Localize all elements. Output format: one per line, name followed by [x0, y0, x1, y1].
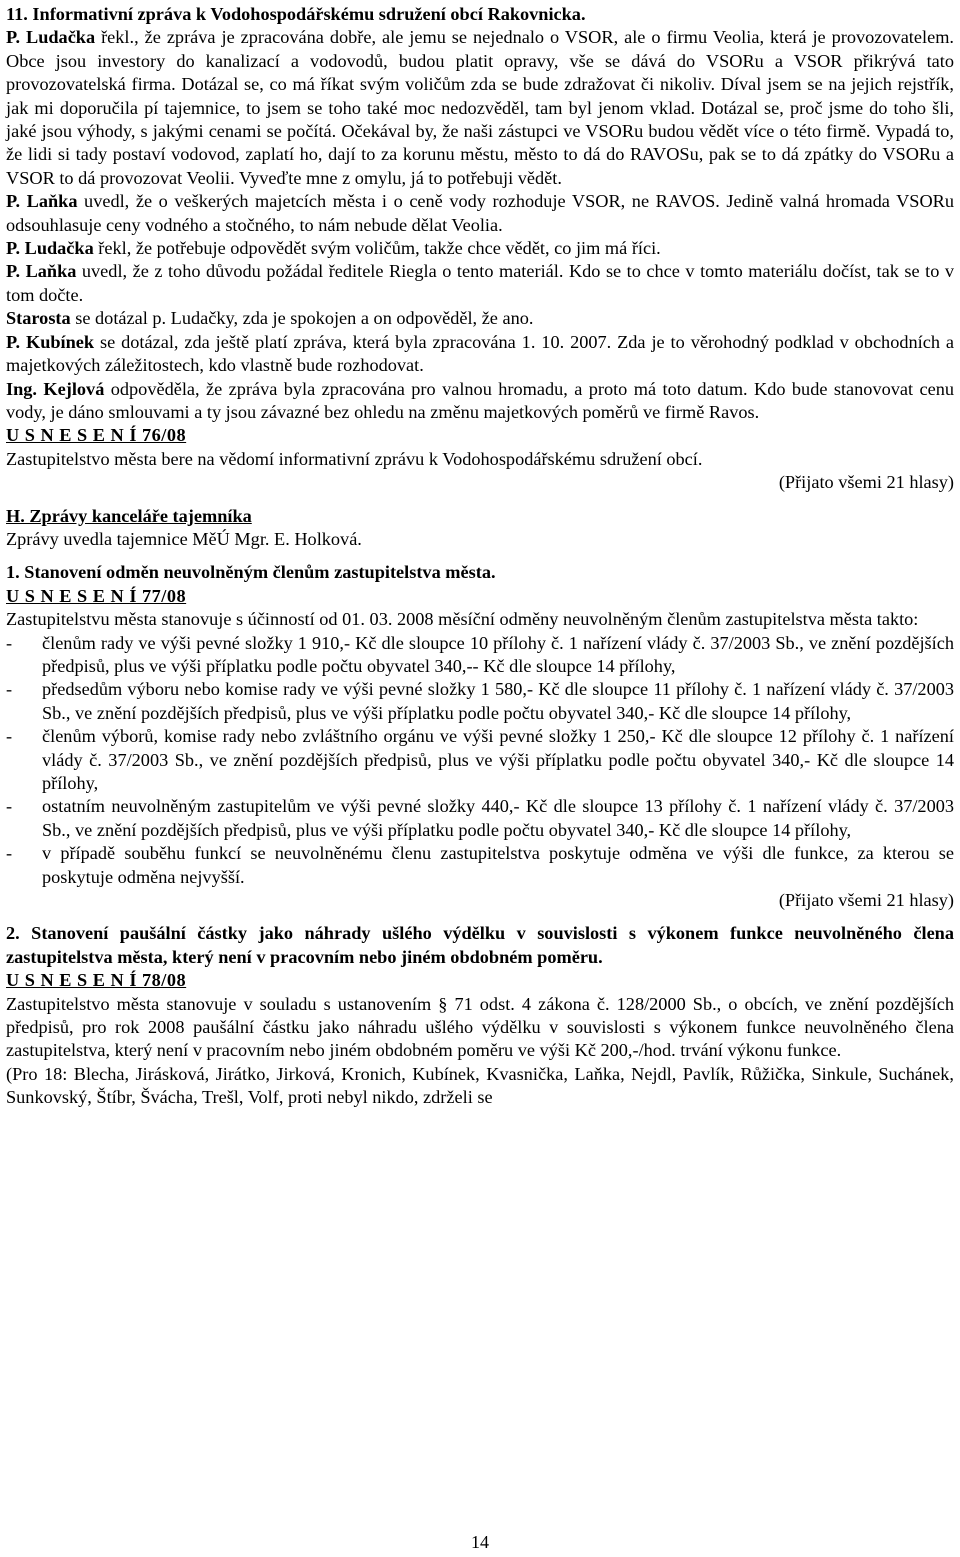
speaker-name: Ing. Kejlová: [6, 378, 105, 399]
paragraph-kejlova: [6, 378, 954, 425]
dash-bullet: -: [6, 843, 13, 864]
paragraph-lanka-2: [6, 260, 954, 307]
resolution-76-text: Zastupitelstvo města bere na vědomí informativní zprávu k Vodohospodářskému sdružení obcí.: [6, 448, 703, 469]
paragraph-lanka-1: [6, 190, 954, 237]
vote-result: (Přijato všemi 21 hlasy): [778, 472, 954, 493]
speaker-name: Starosta: [6, 308, 71, 329]
speech-text: uvedl, že o veškerých majetcích města i o ceně vody rozhoduje VSOR, ne RAVOS. Jedině valná hromada VSORu odsouhlasuje ceny vodného a stočného, to nám nebude dělat Veolia.: [6, 191, 954, 235]
dash-bullet: -: [6, 726, 13, 747]
section-h-subtitle: Zprávy uvedla tajemnice MěÚ Mgr. E. Holková.: [6, 528, 362, 549]
speech-text: odpověděla, že zpráva byla zpracována pro valnou hromadu, a proto má toto datum. Kdo bude stanovovat cenu vody, je dáno smlouvami a ty jsou závazné bez ohledu na změnu majetkových poměrů ve firmě Ravos.: [6, 378, 954, 422]
speaker-name: P. Ludačka: [6, 238, 94, 259]
subsection-2-title: 2. Stanovení paušální částky jako náhrady ušlého výdělku v souvislosti s výkonem funkce neuvolněného člena zastupitelstva města, který není v pracovním nebo jiném obdobném poměru.: [6, 923, 954, 967]
list-item: [6, 842, 954, 889]
resolution-78-label: U S N E S E N Í 78/08: [6, 970, 187, 991]
speech-text: se dotázal, zda ještě platí zpráva, která byla zpracována 1. 10. 2007. Zda je to věrohodný podklad v obchodních a majetkových záležitostech, kdo vlastně bude rozhodovat.: [6, 331, 954, 376]
paragraph-ludacka-2: [6, 237, 954, 260]
list-item-text: v případě souběhu funkcí se neuvolněnému členu zastupitelstva poskytuje odměna ve výši dle funkce, za kterou se poskytuje odměna nejvyšší.: [42, 843, 954, 887]
page-number: 14: [471, 1532, 489, 1552]
document-page: [6, 3, 954, 1110]
speaker-name: P. Laňka: [6, 191, 78, 212]
list-item-text: předsedům výboru nebo komise rady ve výši pevné složky 1 580,- Kč dle sloupce 11 přílohy č. 1 nařízení vlády č. 37/2003 Sb., ve znění pozdějších předpisů, plus ve výši příplatku podle počtu obyvatel 340,- Kč dle sloupce 14 přílohy,: [42, 679, 954, 723]
resolution-76-label: U S N E S E N Í 76/08: [6, 425, 187, 446]
paragraph-kubinek: [6, 331, 954, 378]
speech-text: se dotázal p. Ludačky, zda je spokojen a on odpověděl, že ano.: [70, 308, 534, 329]
list-item: [6, 725, 954, 795]
speaker-name: P. Kubínek: [6, 331, 95, 352]
speech-text: řekl., že zpráva je zpracována dobře, ale jemu se nejednalo o VSOR, ale o firmu Veolia, která je provozovatelem. Obce jsou investory do kanalizací a vodovodů, budou platit opravy, vše se dává do VSORu a VSOR přikrývá tato provozovatelská firma. Dotázal se, co má říkat svým voličům zda se bude zdražovat či nikoliv. Díval jsem se na jejich rejstřík, jak mi doporučila pí tajemnice, to jsem se toho také moc nedozvěděl, tam byl jenom vklad. Dotázal se, proč jsme do toho šli, jaké jsou výhody, s jakými cenami se počítá. Očekával by, že naši zástupci ve VSORu budou vědět více o této firmě. Vypadá to, že lidi si tady postaví vodovod, zaplatí ho, dají to za korunu městu, město to dá do RAVOSu, pak se to dá zpátky do VSORu a VSOR to dá provozovat Veolii. Vyveďte mne z omylu, já to potřebuji vědět.: [6, 27, 954, 188]
list-item-text: členům výborů, komise rady nebo zvláštního orgánu ve výši pevné složky 1 250,- Kč dle sloupce 12 přílohy č. 1 nařízení vlády č. 37/2003 Sb., ve znění pozdějších předpisů, plus ve výši příplatku podle počtu obyvatel 340,- Kč dle sloupce 14 přílohy,: [42, 726, 954, 793]
resolution-77-label: U S N E S E N Í 77/08: [6, 585, 187, 606]
speech-text: uvedl, že z toho důvodu požádal ředitele Riegla o tento materiál. Kdo se to chce v tomto materiálu dočíst, tak se to v tom dočte.: [6, 261, 954, 305]
resolution-78-text: Zastupitelstvo města stanovuje v souladu s ustanovením § 71 odst. 4 zákona č. 128/2000 Sb., o obcích, ve znění pozdějších předpisů, pro rok 2008 paušální částku jako náhradu ušlého výdělku v souvislosti s výkonem funkce neuvolněného člena zastupitelstva, který není v pracovním nebo jiném obdobném poměru ve výši Kč 200,-/hod. trvání výkonu funkce.: [6, 993, 954, 1061]
list-item: [6, 678, 954, 725]
list-item-text: ostatním neuvolněným zastupitelům ve výši pevné složky 440,- Kč dle sloupce 13 přílohy č. 1 nařízení vlády č. 37/2003 Sb., ve znění pozdějších předpisů, plus ve výši příplatku podle počtu obyvatel 340,- Kč dle sloupce 14 přílohy,: [42, 796, 954, 840]
list-item-text: členům rady ve výši pevné složky 1 910,- Kč dle sloupce 10 přílohy č. 1 nařízení vlády č. 37/2003 Sb., ve znění pozdějších předpisů, plus ve výši příplatku podle počtu obyvatel 340,-- Kč dle sloupce 14 přílohy,: [42, 632, 954, 676]
section-h-title: H. Zprávy kanceláře tajemníka: [6, 505, 252, 526]
vote-result: (Přijato všemi 21 hlasy): [778, 890, 954, 911]
list-item: [6, 632, 954, 679]
list-item: [6, 795, 954, 842]
dash-bullet: -: [6, 796, 13, 817]
speaker-name: P. Ludačka: [6, 27, 96, 48]
speech-text: řekl, že potřebuje odpovědět svým voličům, takže chce vědět, co jim má říci.: [93, 238, 661, 259]
paragraph-starosta: [6, 307, 954, 330]
paragraph-ludacka-1: [6, 26, 954, 190]
section-11-title: 11. Informativní zpráva k Vodohospodářskému sdružení obcí Rakovnicka.: [6, 4, 586, 24]
subsection-1-title: 1. Stanovení odměn neuvolněným členům zastupitelstva města.: [6, 562, 496, 583]
dash-bullet: -: [6, 632, 13, 653]
resolution-77-intro: Zastupitelstvu města stanovuje s účinností od 01. 03. 2008 měsíční odměny neuvolněným členům zastupitelstva města takto:: [6, 609, 919, 630]
speaker-name: P. Laňka: [6, 261, 77, 282]
dash-bullet: -: [6, 679, 13, 700]
vote-names: (Pro 18: Blecha, Jirásková, Jirátko, Jirková, Kronich, Kubínek, Kvasnička, Laňka, Nejdl, Pavlík, Růžička, Sinkule, Suchánek, Sunkovský, Štíbr, Švácha, Trešl, Volf, proti nebyl nikdo, zdrželi se: [6, 1063, 954, 1108]
